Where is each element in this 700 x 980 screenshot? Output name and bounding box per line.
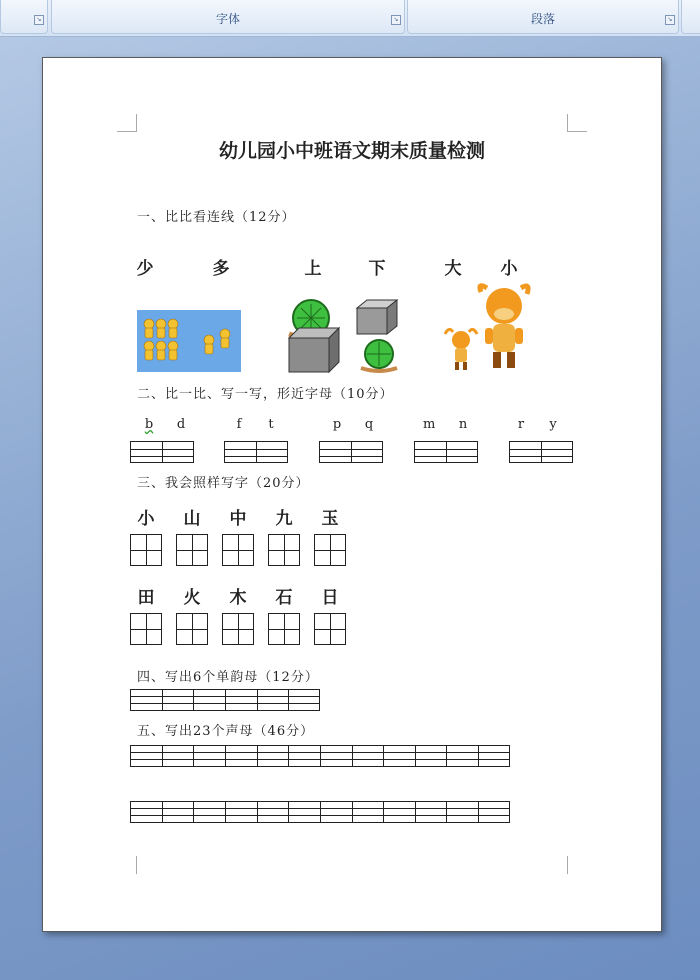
section-4-heading: 四、写出6个单韵母（12分） xyxy=(137,670,319,685)
writing-lines-pq[interactable] xyxy=(319,441,383,463)
snails-cubes-picture xyxy=(281,296,401,374)
letter-label: p xyxy=(332,417,342,432)
sample-char: 小 xyxy=(137,509,155,529)
section-3-heading: 三、我会照样写字（20分） xyxy=(137,476,310,491)
tianzige-cell[interactable] xyxy=(222,534,254,566)
crop-mark xyxy=(567,114,568,132)
letter-label: n xyxy=(458,417,468,432)
document-page[interactable] xyxy=(42,57,662,932)
page-title: 幼儿园小中班语文期末质量检测 xyxy=(218,140,485,162)
tianzige-cell[interactable] xyxy=(314,613,346,645)
crop-mark xyxy=(117,131,137,132)
letter-label: b xyxy=(144,417,154,432)
sample-char: 日 xyxy=(321,588,339,608)
match-word: 多 xyxy=(212,259,230,279)
letter-label: r xyxy=(517,417,525,432)
tianzige-cell[interactable] xyxy=(130,534,162,566)
writing-lines-ft[interactable] xyxy=(224,441,288,463)
section-1-heading: 一、比比看连线（12分） xyxy=(137,210,296,225)
match-word: 下 xyxy=(368,259,386,279)
tianzige-cell[interactable] xyxy=(176,613,208,645)
ribbon-group-styles xyxy=(681,0,700,34)
letter-label: f xyxy=(236,417,242,432)
tianzige-cell[interactable] xyxy=(130,613,162,645)
sample-char: 木 xyxy=(229,588,247,608)
oxen-picture xyxy=(441,282,533,374)
tianzige-cell[interactable] xyxy=(176,534,208,566)
match-word: 少 xyxy=(136,259,154,279)
font-dialog-launcher-icon[interactable]: ↘ xyxy=(391,15,401,25)
sample-char: 田 xyxy=(137,588,155,608)
ribbon-group-font xyxy=(51,0,405,34)
writing-lines-ry[interactable] xyxy=(509,441,573,463)
crop-mark xyxy=(136,114,137,132)
match-word: 小 xyxy=(500,259,518,279)
sample-char: 九 xyxy=(275,509,293,529)
tianzige-cell[interactable] xyxy=(314,534,346,566)
bears-picture xyxy=(137,310,241,372)
letter-label: q xyxy=(364,417,374,432)
tianzige-cell[interactable] xyxy=(222,613,254,645)
sample-char: 火 xyxy=(183,588,201,608)
font-group-label: 字体 xyxy=(215,12,240,26)
sample-char: 石 xyxy=(275,588,293,608)
sample-char: 中 xyxy=(229,509,247,529)
crop-mark xyxy=(567,131,587,132)
ribbon-group-clipboard xyxy=(0,0,48,34)
tianzige-cell[interactable] xyxy=(268,613,300,645)
ribbon xyxy=(0,0,700,37)
writing-grid-vowels[interactable] xyxy=(130,689,320,711)
writing-grid-consonants-2[interactable] xyxy=(130,801,510,823)
letter-label: y xyxy=(549,417,557,432)
letter-label: t xyxy=(268,417,274,432)
sample-char: 玉 xyxy=(321,509,339,529)
paragraph-dialog-launcher-icon[interactable]: ↘ xyxy=(665,15,675,25)
crop-mark xyxy=(136,856,137,874)
match-word: 上 xyxy=(304,259,322,279)
writing-lines-bd[interactable] xyxy=(130,441,194,463)
section-5-heading: 五、写出23个声母（46分） xyxy=(137,724,315,739)
writing-lines-mn[interactable] xyxy=(414,441,478,463)
tianzige-cell[interactable] xyxy=(268,534,300,566)
writing-grid-consonants-1[interactable] xyxy=(130,745,510,767)
section-2-heading: 二、比一比、写一写，形近字母（10分） xyxy=(137,387,394,402)
match-word: 大 xyxy=(444,259,462,279)
crop-mark xyxy=(567,856,568,874)
ribbon-group-paragraph xyxy=(407,0,679,34)
paragraph-group-label: 段落 xyxy=(530,12,555,26)
sample-char: 山 xyxy=(183,509,201,529)
letter-label: d xyxy=(176,417,186,432)
letter-label: m xyxy=(423,417,436,432)
dialog-launcher-icon[interactable]: ↘ xyxy=(34,15,44,25)
